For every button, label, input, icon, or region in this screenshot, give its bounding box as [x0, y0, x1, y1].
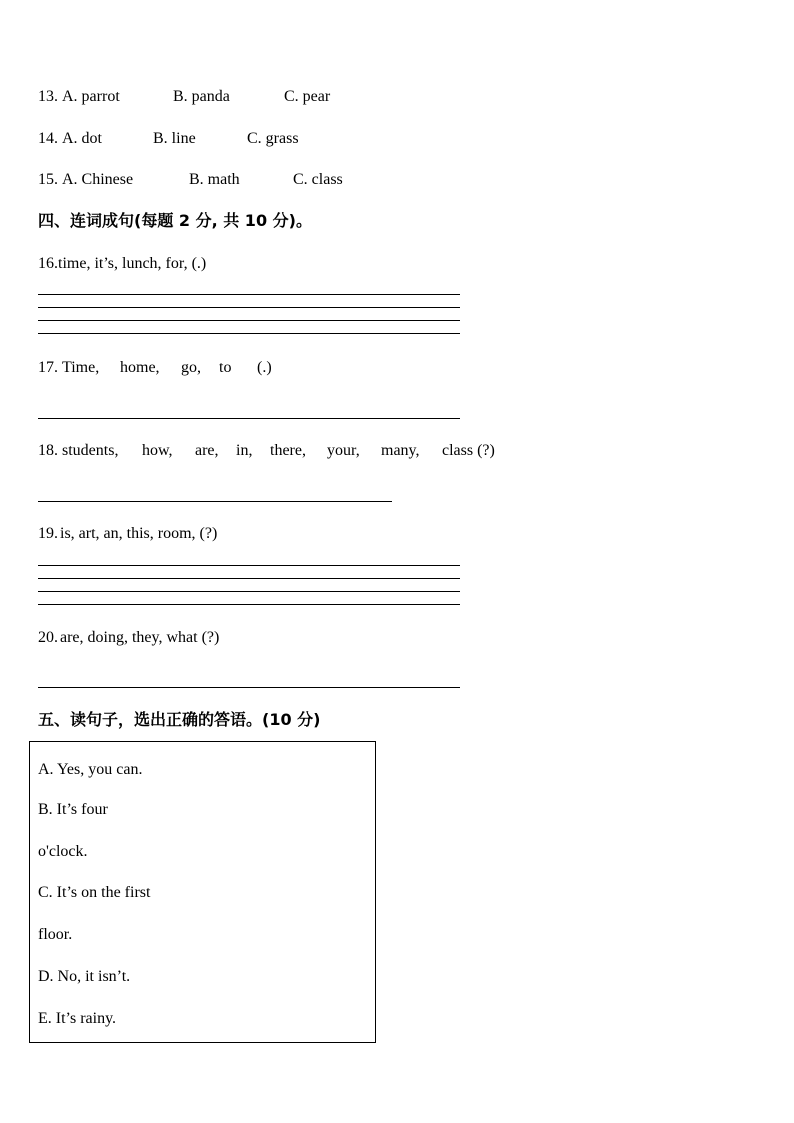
question-18-word: there, [270, 442, 306, 459]
question-14-option-c: C. grass [247, 130, 299, 147]
question-15-option-a: A. Chinese [62, 171, 134, 188]
answer-choices-box [29, 741, 376, 1043]
question-15-number: 15. [38, 171, 58, 188]
question-18-word: students, [62, 442, 119, 459]
answer-line [38, 307, 460, 308]
answer-choice-c: C. It’s on the first [38, 884, 151, 901]
answer-line [38, 418, 460, 419]
question-17-number: 17. [38, 359, 58, 376]
answer-choice-e: E. It’s rainy. [38, 1010, 117, 1027]
question-16-words: time, it’s, lunch, for, (.) [58, 255, 207, 272]
question-20-number: 20. [38, 629, 58, 646]
answer-line [38, 565, 460, 566]
question-18-word: are, [195, 442, 219, 459]
question-19-number: 19. [38, 525, 58, 542]
question-17-word: (.) [257, 359, 272, 376]
answer-choice-b: B. It’s four [38, 801, 108, 818]
answer-choice-a: A. Yes, you can. [38, 761, 143, 778]
question-17-word: to [219, 359, 232, 376]
answer-choice-b-continued: o'clock. [38, 843, 88, 860]
answer-line [38, 294, 460, 295]
answer-choice-d: D. No, it isn’t. [38, 968, 131, 985]
answer-line [38, 591, 460, 592]
question-18-word: class (?) [442, 442, 495, 459]
question-18-word: many, [381, 442, 420, 459]
question-17-word: go, [181, 359, 201, 376]
question-18-word: your, [327, 442, 360, 459]
question-14-option-a: A. dot [62, 130, 102, 147]
question-17-word: home, [120, 359, 160, 376]
question-13-option-a: A. parrot [62, 88, 120, 105]
answer-line [38, 604, 460, 605]
question-18-number: 18. [38, 442, 58, 459]
question-16-number: 16. [38, 255, 58, 272]
answer-choice-c-continued: floor. [38, 926, 73, 943]
question-17-word: Time, [62, 359, 100, 376]
question-18-word: how, [142, 442, 173, 459]
question-15-option-b: B. math [189, 171, 240, 188]
question-14-number: 14. [38, 130, 58, 147]
question-14-option-b: B. line [153, 130, 196, 147]
question-13-option-c: C. pear [284, 88, 331, 105]
section-4-heading: 四、连词成句(每题 2 分, 共 10 分)。 [38, 211, 312, 230]
question-19-words: is, art, an, this, room, (?) [60, 525, 218, 542]
answer-line [38, 578, 460, 579]
answer-line [38, 501, 392, 502]
answer-line [38, 333, 460, 334]
question-13-number: 13. [38, 88, 58, 105]
question-15-option-c: C. class [293, 171, 343, 188]
answer-line [38, 687, 460, 688]
question-13-option-b: B. panda [173, 88, 230, 105]
question-18-word: in, [236, 442, 253, 459]
section-5-heading: 五、读句子，选出正确的答语。(10 分) [38, 710, 321, 729]
answer-line [38, 320, 460, 321]
question-20-words: are, doing, they, what (?) [60, 629, 220, 646]
